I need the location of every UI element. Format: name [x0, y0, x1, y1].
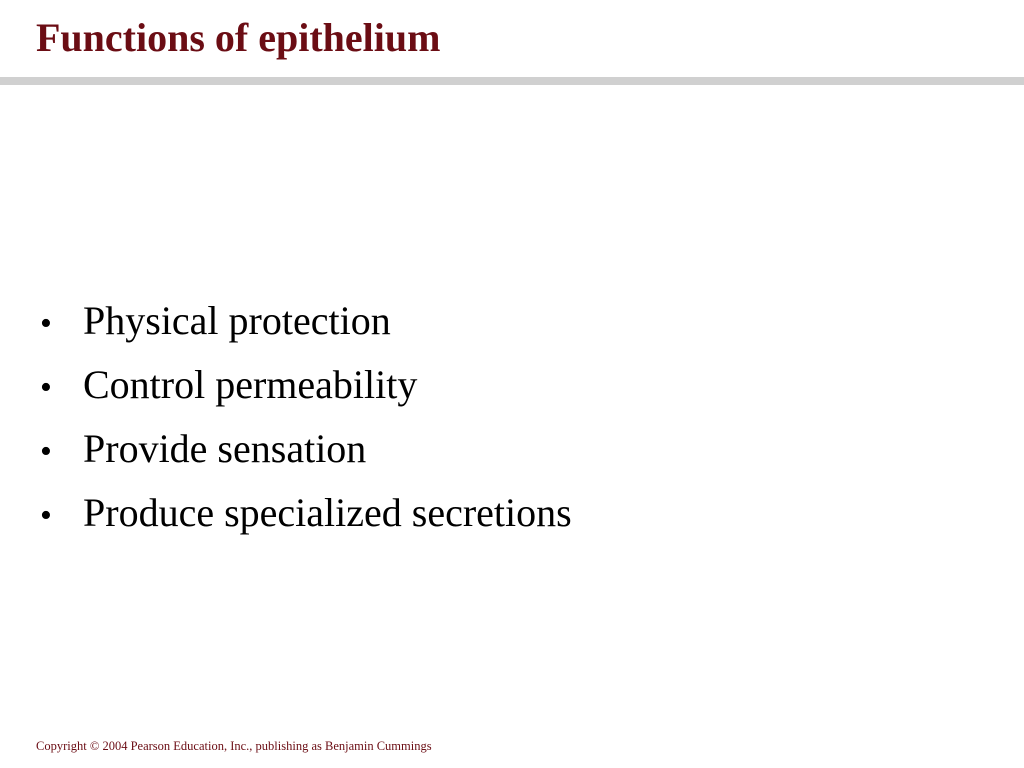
- bullet-glyph: •: [40, 497, 52, 534]
- bullet-text: Provide sensation: [83, 426, 367, 471]
- copyright-notice: Copyright © 2004 Pearson Education, Inc., publishing as Benjamin Cummings: [36, 739, 432, 753]
- bullet-text: Control permeability: [83, 362, 418, 407]
- list-item: [40, 424, 572, 488]
- bullet-glyph: •: [40, 305, 52, 342]
- bullet-glyph: •: [40, 369, 52, 406]
- bullet-list: [40, 296, 572, 552]
- bullet-text: Physical protection: [83, 298, 391, 343]
- bullet-glyph: •: [40, 433, 52, 470]
- slide-title: Functions of epithelium: [36, 15, 441, 60]
- list-item: [40, 488, 572, 552]
- list-item: [40, 360, 572, 424]
- bullet-text: Produce specialized secretions: [83, 490, 572, 535]
- list-item: [40, 296, 572, 360]
- title-divider: [0, 77, 1024, 85]
